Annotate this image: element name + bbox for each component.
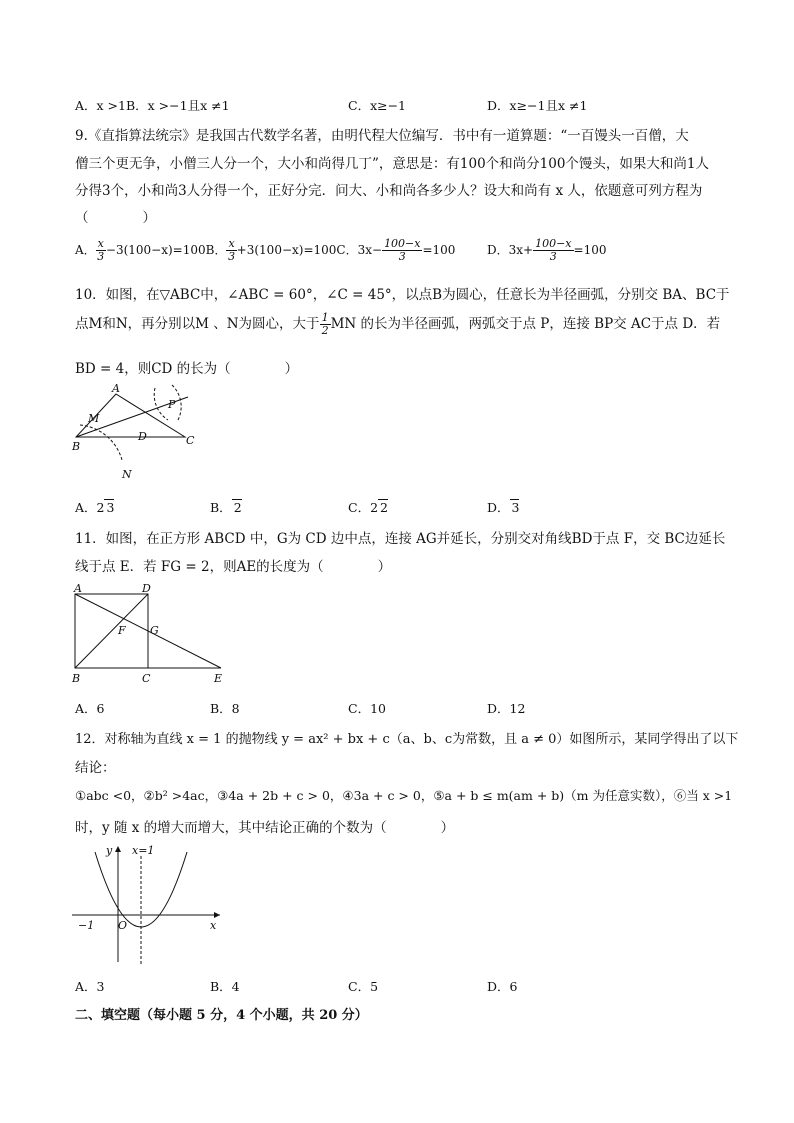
label-a: A bbox=[74, 582, 82, 595]
q12-option-b: B．4 bbox=[210, 979, 240, 994]
q10-option-b: B． 2 bbox=[210, 500, 242, 515]
label-c: C bbox=[186, 434, 195, 447]
q9-line-1: 9.《直指算法统宗》是我国古代数学名著，由明代程大位编写．书中有一道算题：“一百馒头一百僧，大 bbox=[75, 128, 689, 144]
label-f: F bbox=[118, 624, 126, 637]
q10-option-d: D． 3 bbox=[487, 500, 520, 515]
label-minus-1: −1 bbox=[78, 919, 95, 932]
label-y: y bbox=[106, 844, 113, 857]
q8-option-c: C．x≥−1 bbox=[348, 98, 407, 113]
q11-line-1: 11．如图，在正方形 ABCD 中，G为 CD 边中点，连接 AG并延长，分别交对角线BD于点 F，交 BC边延长 bbox=[75, 531, 726, 547]
q10-frac-half: $\frac{1}{2}$ bbox=[321, 311, 329, 337]
label-d: D bbox=[138, 430, 147, 443]
q9-option-a-label: A． bbox=[75, 243, 96, 257]
q11-option-a: A．6 bbox=[75, 701, 105, 716]
q9-frac-x-3b: $\frac{x}{3}$ bbox=[228, 237, 236, 263]
q12-line-1: 12．对称轴为直线 x = 1 的抛物线 y = ax² + bx + c（a、b、c为常数，且 a ≠ 0）如图所示，某同学得出了以下 bbox=[75, 732, 739, 747]
q12-parabola-figure bbox=[68, 842, 228, 967]
q10-line-3: BD = 4，则CD 的长为（ ） bbox=[75, 361, 299, 377]
q11-line-2: 线于点 E．若 FG = 2，则AE的长度为（ ） bbox=[75, 559, 392, 575]
label-x1: x=1 bbox=[132, 844, 155, 857]
q10-option-c: C．2 2 bbox=[348, 500, 388, 515]
q9-option-a-text: −3(100−x)=100B． bbox=[105, 243, 227, 257]
q10-option-a: A．2 3 bbox=[75, 500, 115, 515]
q12-option-d: D．6 bbox=[487, 979, 518, 994]
q11-option-c: C．10 bbox=[348, 701, 386, 716]
label-b: B bbox=[72, 672, 81, 685]
q9-frac-100x-c: $\frac{100-x}{3}$ bbox=[384, 237, 421, 263]
y-arrow bbox=[115, 846, 121, 852]
q12-line-3: ①abc <0，②b² >4ac，③4a + 2b + c > 0，④3a + c > 0，⑤a + b ≤ m(am + b)（m 为任意实数），⑥当 x >1 bbox=[75, 788, 733, 803]
q12-option-c: C．5 bbox=[348, 979, 379, 994]
q11-option-b: B．8 bbox=[210, 701, 240, 716]
q12-line-2: 结论： bbox=[75, 760, 116, 776]
label-p: P bbox=[168, 398, 176, 411]
q10-triangle-figure bbox=[60, 380, 200, 480]
label-b: B bbox=[72, 440, 81, 453]
label-a: A bbox=[112, 382, 120, 395]
label-x: x bbox=[210, 919, 217, 932]
label-g: G bbox=[150, 624, 159, 637]
q9-option-b-text: +3(100−x)=100C．3x− bbox=[236, 243, 383, 257]
arc-mn bbox=[80, 425, 122, 460]
q8-option-d: D．x≥−1且x ≠1 bbox=[487, 98, 588, 113]
section-2-heading: 二、填空题（每小题 5 分，4 个小题，共 20 分） bbox=[75, 1008, 368, 1023]
label-origin: O bbox=[118, 919, 128, 932]
q9-frac-100x-d: $\frac{100-x}{3}$ bbox=[535, 237, 572, 263]
q12-line-4: 时，y 随 x 的增大而增大，其中结论正确的个数为（ ） bbox=[75, 820, 455, 836]
q9-frac-x-3a: $\frac{x}{3}$ bbox=[97, 237, 105, 263]
q9-option-d: D．3x+ $\frac{100-x}{3}$ =100 bbox=[487, 237, 607, 263]
label-e: E bbox=[214, 672, 223, 685]
q11-option-d: D．12 bbox=[487, 701, 526, 716]
arc-p1 bbox=[154, 388, 168, 420]
q10-line-1: 10．如图，在▽ABC中，∠ABC = 60°，∠C = 45°，以点B为圆心，任意长为半径画弧，分别交 BA、BC于 bbox=[75, 287, 730, 303]
diagonal-bd bbox=[75, 594, 148, 668]
q11-square-figure bbox=[66, 582, 236, 687]
q10-line-2: 点M和N，再分别以M 、N为圆心，大于 $\frac{1}{2}$ MN 的长为半径画弧，两弧交于点 P，连接 BP交 AC于点 D．若 bbox=[75, 311, 721, 337]
q9-line-2: 僧三个更无争，小僧三人分一个，大小和尚得几丁”，意思是：有100个和尚分100个馒头，如果大和尚1人 bbox=[75, 156, 710, 172]
q9-line-3: 分得3个，小和尚3人分得一个，正好分完．问大、小和尚各多少人？设大和尚有 x 人，依题意可列方程为 bbox=[75, 183, 703, 199]
q9-line-4: （ ） bbox=[75, 210, 156, 226]
label-d: D bbox=[142, 582, 151, 595]
label-m: M bbox=[88, 412, 100, 425]
q9-options bbox=[75, 238, 455, 263]
q12-option-a: A．3 bbox=[75, 979, 105, 994]
q8-option-ab: A．x >1B．x >−1且x ≠1 bbox=[75, 98, 230, 113]
label-c: C bbox=[142, 672, 151, 685]
q9-option-c-post: =100 bbox=[422, 243, 456, 257]
x-arrow bbox=[214, 912, 220, 918]
label-n: N bbox=[122, 468, 132, 480]
